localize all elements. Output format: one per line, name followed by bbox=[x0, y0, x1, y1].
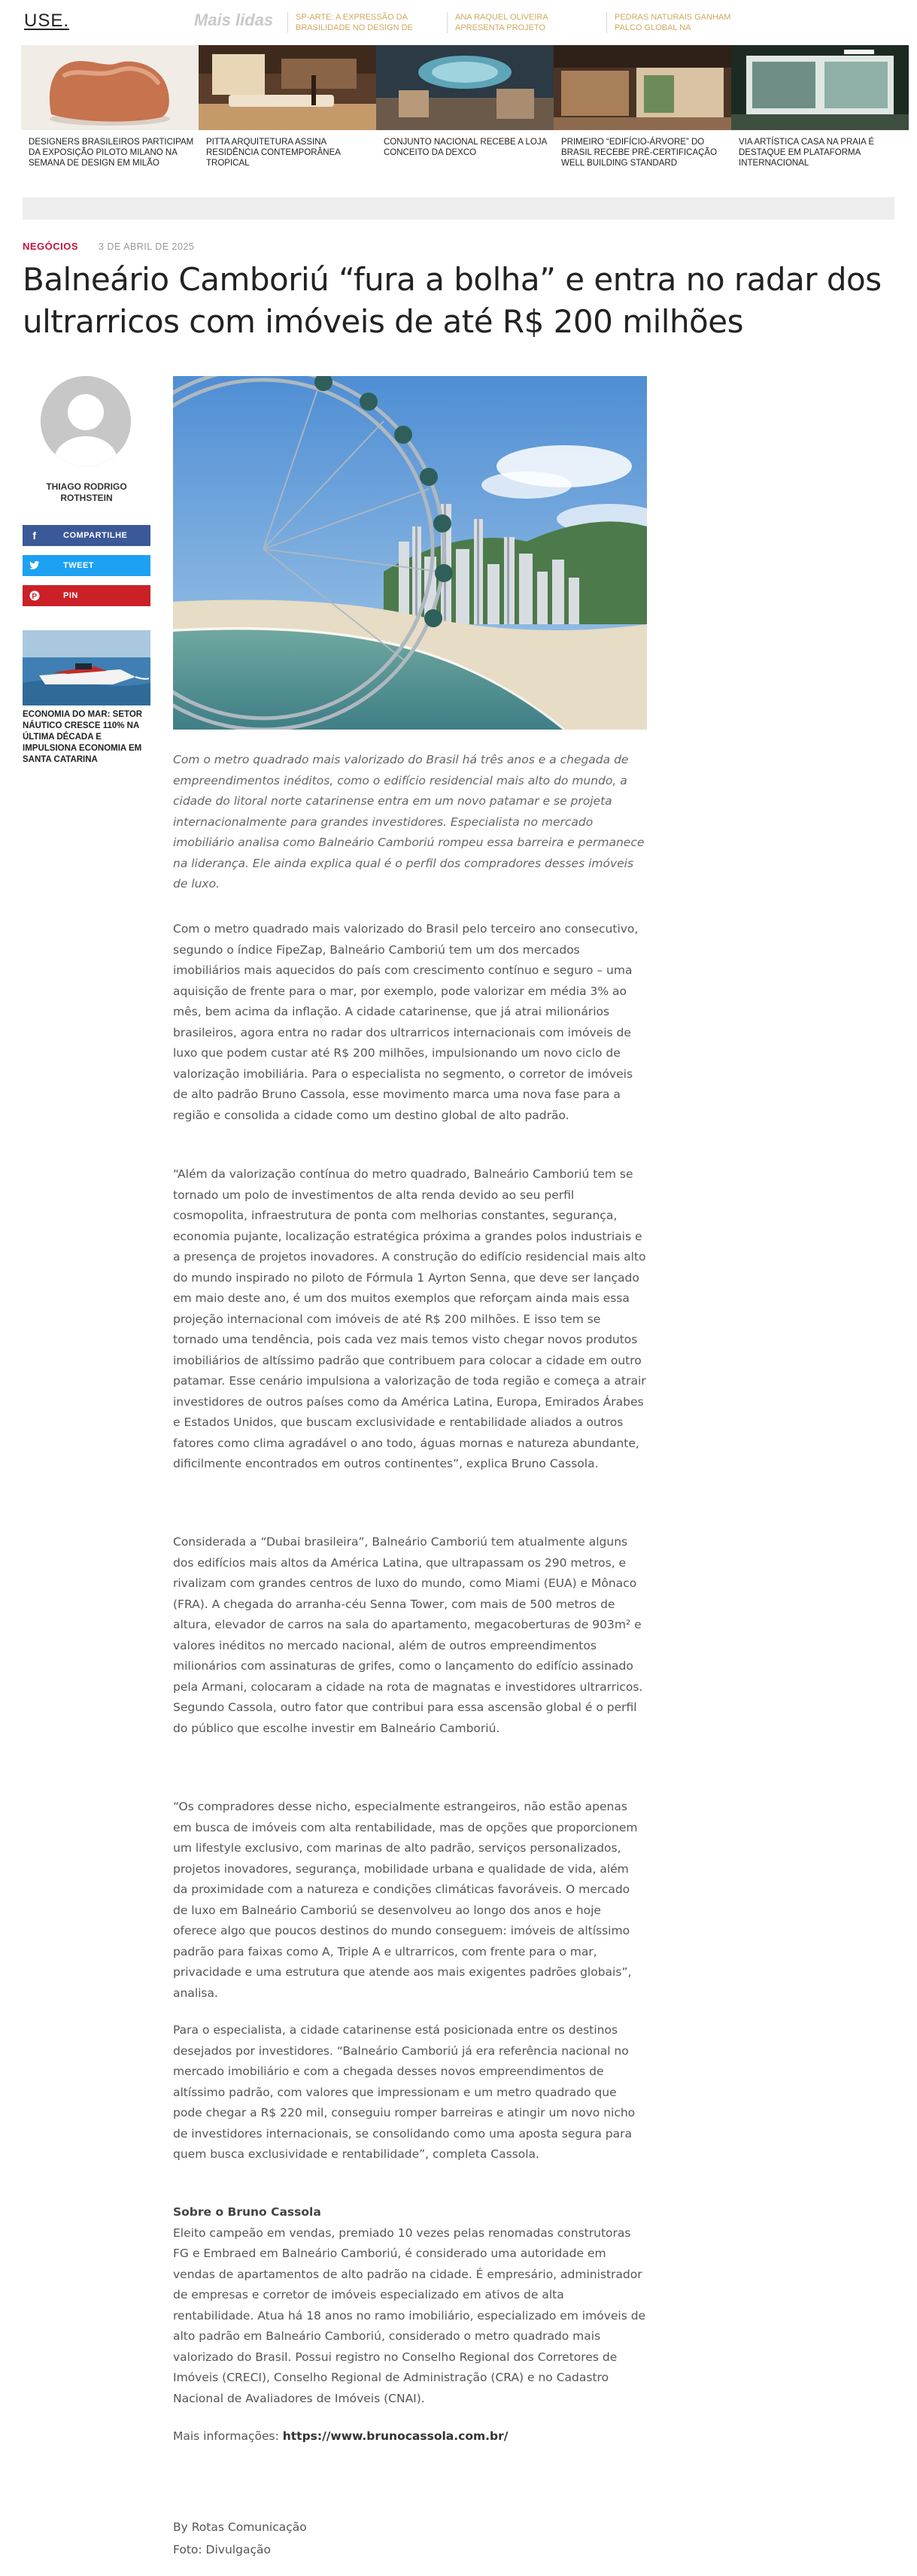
article-paragraph-3: “Além da valorização contínua do metro quadrado, Balneário Camboriú tem se tornado um polo de investimentos de alta renda devido ao seu perfil cosmopolita, infraestrutura de ponta com melhorias constantes, segurança, economia pujante, localização estratégica próxima a grandes polos industriais e a presença de projetos inovadores. A construção do edifício residencial mais alto do mundo inspirado no piloto de Fórmula 1 Ayrton Senna, que deve ser lançado em maio deste ano, é um dos muitos exemplos que reforçam ainda mais essa projeção internacional com imóveis de até R$ 200 milhões. E isso tem se tornado uma tendência, pois cada vez mais temos visto chegar novos produtos imobiliários de altíssimo padrão que contribuem para colocar a cidade em outro patamar. Esse cenário impulsiona a valorização de toda região e começa a atrair investidores de outros países como da América Latina, Europa, Emirados Árabes e Estados Unidos, que buscam exclusividade e rentabilidade aliados a outros fatores como clima agradável o ano todo, águas mornas e natureza abundante, dificilmente encontrados em outros continentes”, explica Bruno Cassola. bbox=[173, 1167, 646, 1470]
article-paragraph-5: “Os compradores desse nicho, especialmente estrangeiros, não estão apenas em busca de imóveis com alta rentabilidade, mas de opções que proporcionem um lifestyle exclusivo, com marinas de alto padrão, serviços personalizados, projetos inovadores, segurança, mobilidade urbana e qualidade de vida, além da proximidade com a natureza e condições climáticas favoráveis. O mercado de luxo em Balneário Camboriú se desenvolveu ao longo dos anos e hoje oferece algo que poucos destinos do mundo conseguem: imóveis de altíssimo padrão para faixas como A, Triple A e ultrarricos, com frente para o mar, privacidade e uma estrutura que atende aos mais exigentes padrões globais”, analisa. bbox=[173, 1800, 638, 2000]
twitter-icon bbox=[23, 555, 47, 576]
related-article-thumb[interactable] bbox=[23, 630, 150, 705]
svg-text:P: P bbox=[32, 593, 38, 601]
article-category[interactable]: NEGÓCIOS bbox=[23, 241, 79, 252]
trending-link-3[interactable]: PEDRAS NATURAIS GANHAM PALCO GLOBAL NA bbox=[606, 12, 749, 33]
featured-item-2[interactable] bbox=[199, 45, 376, 179]
featured-item-4[interactable] bbox=[554, 45, 731, 179]
about-section bbox=[173, 2202, 647, 2409]
featured-thumb-2 bbox=[199, 45, 376, 130]
top-bar bbox=[0, 0, 917, 44]
featured-thumb-3 bbox=[376, 45, 554, 130]
credit-by: By Rotas Comunicação bbox=[173, 2520, 307, 2534]
article-credits bbox=[173, 2516, 647, 2561]
featured-thumb-1 bbox=[21, 45, 199, 130]
article-hero-image bbox=[173, 376, 647, 730]
share-twitter-button[interactable] bbox=[23, 555, 150, 576]
pinterest-icon bbox=[23, 585, 47, 606]
site-logo[interactable] bbox=[24, 11, 69, 32]
featured-caption-4: PRIMEIRO “EDIFÍCIO-ÁRVORE” DO BRASIL RECEBE PRÉ-CERTIFICAÇÃO WELL BUILDING STANDARD bbox=[561, 138, 718, 168]
credit-photo: Foto: Divulgação bbox=[173, 2543, 271, 2556]
featured-caption-5: VIA ARTÍSTICA CASA NA PRAIA É DESTAQUE EM PLATAFORMA INTERNACIONAL bbox=[739, 138, 875, 168]
article-paragraph-2: Com o metro quadrado mais valorizado do Brasil pelo terceiro ano consecutivo, segundo o índice FipeZap, Balneário Camboriú tem um dos mercados imobiliários mais aquecidos do país com crescimento contínuo e seguro – uma aquisição de frente para o mar, por exemplo, pode valorizar em média 3% ao mês, bem acima da inflação. A cidade catarinense, que já atrai milionários brasileiros, agora entra no radar dos ultrarricos internacionais com imóveis de luxo que podem custar até R$ 200 milhões, impulsionando um novo ciclo de valorização imobiliária. Para o especialista no segmento, o corretor de imóveis de alto padrão Bruno Cassola, esse movimento marca uma nova fase para a região e consolida a cidade como um destino global de alto padrão. bbox=[173, 922, 639, 1122]
more-info-label: Mais informações: bbox=[173, 2429, 279, 2443]
article-date: 3 DE ABRIL DE 2025 bbox=[99, 241, 195, 252]
facebook-icon: f bbox=[32, 529, 37, 542]
featured-caption-2: PITTA ARQUITETURA ASSINA RESIDÊNCIA CONTEMPORÂNEA TROPICAL bbox=[206, 138, 341, 168]
featured-caption-1: DESIGNERS BRASILEIROS PARTICIPAM DA EXPOSIÇÃO PILOTO MILANO NA SEMANA DE DESIGN EM MILÃO bbox=[29, 138, 194, 168]
share-facebook-button[interactable] bbox=[23, 525, 150, 546]
article-paragraph-4: Considerada a “Dubai brasileira”, Balneário Camboriú tem atualmente alguns dos edifícios mais altos da América Latina, que ultrapassam os 290 metros, e rivalizam com grandes centros de luxo do mundo, como Miami (EUA) e Mônaco (FRA). A chegada do arranha-céu Senna Tower, com mais de 500 metros de altura, elevador de carros na sala do apartamento, megacoberturas de 903m² e valores inéditos no mercado nacional, além de outros empreendimentos milionários com assinaturas de grifes, como o lançamento do edifício assinado pela Armani, colocaram a cidade na rota de magnatas e investidores ultrarricos. Segundo Cassola, outro fator que contribui para essa ascensão global é o perfil do público que escolhe investir em Balneário Camboriú. bbox=[173, 1535, 643, 1735]
related-article-caption[interactable]: ECONOMIA DO MAR: SETOR NÁUTICO CRESCE 110% NA ÚLTIMA DÉCADA E IMPULSIONA ECONOMIA EM SANTA CATARINA bbox=[23, 710, 143, 764]
share-pinterest-button[interactable] bbox=[23, 585, 150, 606]
article-paragraph-6: Para o especialista, a cidade catarinense está posicionada entre os destinos desejados por investidores. “Balneário Camboriú já era referência nacional no mercado imobiliário e com a chegada desses novos empreendimentos de altíssimo padrão, com valores que impressionam e um metro quadrado que pode chegar a R$ 220 mil, conseguiu romper barreiras e atingir um novo nicho de investidores internacionais, se consolidando como uma aposta segura para quem busca exclusividade e rentabilidade”, completa Cassola. bbox=[173, 2023, 636, 2161]
article-lead: Com o metro quadrado mais valorizado do Brasil há três anos e a chegada de empreendimentos inéditos, como o edifício residencial mais alto do mundo, a cidade do litoral norte catarinense entra em um novo patamar e se projeta internacionalmente para grandes investidores. Especialista no mercado imobiliário analisa como Balneário Camboriú rompeu essa barreira e permanece na liderança. Ele ainda explica qual é o perfil dos compradores desses imóveis de luxo. bbox=[173, 753, 645, 891]
featured-caption-3: CONJUNTO NACIONAL RECEBE A LOJA CONCEITO DA DEXCO bbox=[384, 138, 547, 157]
featured-thumb-5 bbox=[731, 45, 909, 130]
more-info bbox=[173, 2426, 647, 2447]
trending-link-2[interactable]: ANA RAQUEL OLIVEIRA APRESENTA PROJETO bbox=[447, 12, 590, 33]
author-avatar bbox=[41, 376, 131, 466]
featured-thumb-4 bbox=[554, 45, 731, 130]
most-read-label: Mais lidas bbox=[194, 11, 274, 29]
about-title: Sobre o Bruno Cassola bbox=[173, 2205, 321, 2219]
share-facebook-label: COMPARTILHE bbox=[63, 531, 128, 540]
share-twitter-label: TWEET bbox=[63, 561, 94, 570]
trending-link-1[interactable]: SP-ARTE: A EXPRESSÃO DA BRASILIDADE NO DESIGN DE bbox=[287, 12, 430, 33]
about-text: Eleito campeão em vendas, premiado 10 vezes pelas renomadas construtoras FG e Embraed em Balneário Camboriú, é considerado uma autoridade em vendas de apartamentos de alto padrão na cidade. É empresário, administrador de empresas e corretor de imóveis especializado em ativos de alta rentabilidade. Atua há 18 anos no ramo imobiliário, especializado em imóveis de alto padrão em Balneário Camboriú, considerado o metro quadrado mais valorizado do Brasil. Possui registro no Conselho Regional dos Corretores de Imóveis (CRECI), Conselho Regional de Administração (CRA) e no Cadastro Nacional de Avaliadores de Imóveis (CNAI). bbox=[173, 2226, 646, 2405]
more-info-link[interactable]: https://www.brunocassola.com.br/ bbox=[282, 2429, 509, 2443]
ad-banner bbox=[23, 197, 894, 220]
featured-item-1[interactable] bbox=[21, 45, 199, 179]
share-pinterest-label: PIN bbox=[63, 591, 78, 600]
site-logo-text: USE. bbox=[24, 11, 70, 31]
featured-item-5[interactable] bbox=[731, 45, 909, 179]
featured-item-3[interactable] bbox=[376, 45, 554, 179]
article-title: Balneário Camboriú “fura a bolha” e entra no radar dos ultrarricos com imóveis de até R$ 200 milhões bbox=[23, 261, 882, 340]
author-name[interactable]: THIAGO RODRIGO ROTHSTEIN bbox=[46, 481, 127, 503]
